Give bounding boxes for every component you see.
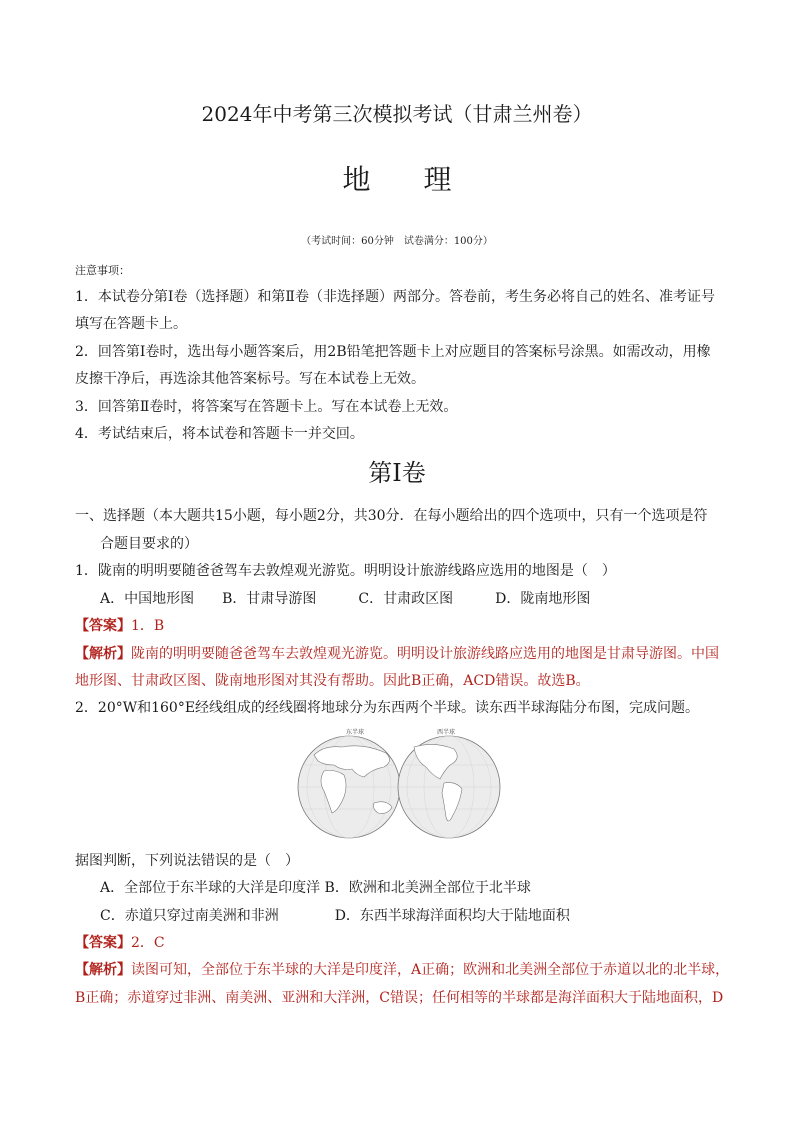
- hemispheres-map: [294, 725, 504, 840]
- question-2-options: A．全部位于东半球的大洋是印度洋 B．欧洲和北美洲全部位于北半球: [100, 880, 531, 896]
- question-1-analysis-cont: 地形图、甘肃政区图、陇南地形图对其没有帮助。因此B正确，ACD错误。故选B。: [75, 673, 590, 689]
- question-2-question: 据图判断，下列说法错误的是（ ）: [75, 853, 299, 869]
- answer-tag: 【答案】: [75, 935, 131, 951]
- answer-value: 2．C: [131, 935, 165, 951]
- analysis-text: 读图可知，全部位于东半球的大洋是印度洋，A正确；欧洲和北美洲全部位于赤道以北的北半球，: [131, 962, 730, 978]
- question-1-answer: [75, 615, 164, 635]
- question-2-answer: [75, 932, 165, 952]
- notice-item: 4．考试结束后，将本试卷和答题卡一并交回。: [75, 426, 364, 442]
- answer-tag: 【答案】: [75, 618, 131, 634]
- section-intro-cont: 合题目要求的）: [100, 536, 198, 552]
- analysis-tag: 【解析】: [75, 646, 131, 662]
- notice-item: 1．本试卷分第Ⅰ卷（选择题）和第Ⅱ卷（非选择题）两部分。答卷前，考生务必将自己的姓名、准考证号: [75, 289, 715, 305]
- west-hemisphere-label: 西半球: [437, 729, 456, 736]
- east-hemisphere-label: 东半球: [346, 729, 365, 736]
- exam-title: 2024年中考第三次模拟考试（甘肃兰州卷）: [201, 102, 593, 126]
- question-2-stem: 2．20°W和160°E经线组成的经线圈将地球分为东西两个半球。读东西半球海陆分布图，完成问题。: [75, 700, 700, 716]
- question-2-analysis: [75, 959, 729, 979]
- notice-item: 3．回答第Ⅱ卷时，将答案写在答题卡上。写在本试卷上无效。: [75, 399, 458, 415]
- question-1-stem: 1．陇南的明明要随爸爸驾车去敦煌观光游览。明明设计旅游线路应选用的地图是（ ）: [75, 563, 616, 579]
- notice-label: 注意事项：: [75, 264, 130, 277]
- question-1-analysis: [75, 643, 719, 663]
- notice-item: 2．回答第Ⅰ卷时，选出每小题答案后，用2B铅笔把答题卡上对应题目的答案标号涂黑。如需改动，用橡: [75, 344, 711, 360]
- answer-value: 1．B: [131, 618, 165, 634]
- section-title: 第Ⅰ卷: [368, 459, 426, 487]
- notice-item: 皮擦干净后，再选涂其他答案标号。写在本试卷上无效。: [75, 371, 425, 387]
- analysis-tag: 【解析】: [75, 962, 131, 978]
- section-intro: 一、选择题（本大题共15小题，每小题2分，共30分．在每小题给出的四个选项中，只有一个选项是符: [75, 508, 708, 524]
- question-2-options: C．赤道只穿过南美洲和非洲 D．东西半球海洋面积均大于陆地面积: [100, 908, 570, 924]
- analysis-text: 陇南的明明要随爸爸驾车去敦煌观光游览。明明设计旅游线路应选用的地图是甘肃导游图。中国: [131, 646, 719, 662]
- question-2-analysis-cont: B正确；赤道穿过非洲、南美洲、亚洲和大洋洲，C错误；任何相等的半球都是海洋面积大于陆地面积，D: [75, 990, 724, 1006]
- notice-item: 填写在答题卡上。: [75, 316, 187, 332]
- exam-meta: （考试时间：60分钟 试卷满分：100分）: [301, 236, 493, 247]
- question-1-options: A．中国地形图 B．甘肃导游图 C．甘肃政区图 D．陇南地形图: [100, 591, 591, 607]
- subject-title: 地 理: [342, 163, 474, 196]
